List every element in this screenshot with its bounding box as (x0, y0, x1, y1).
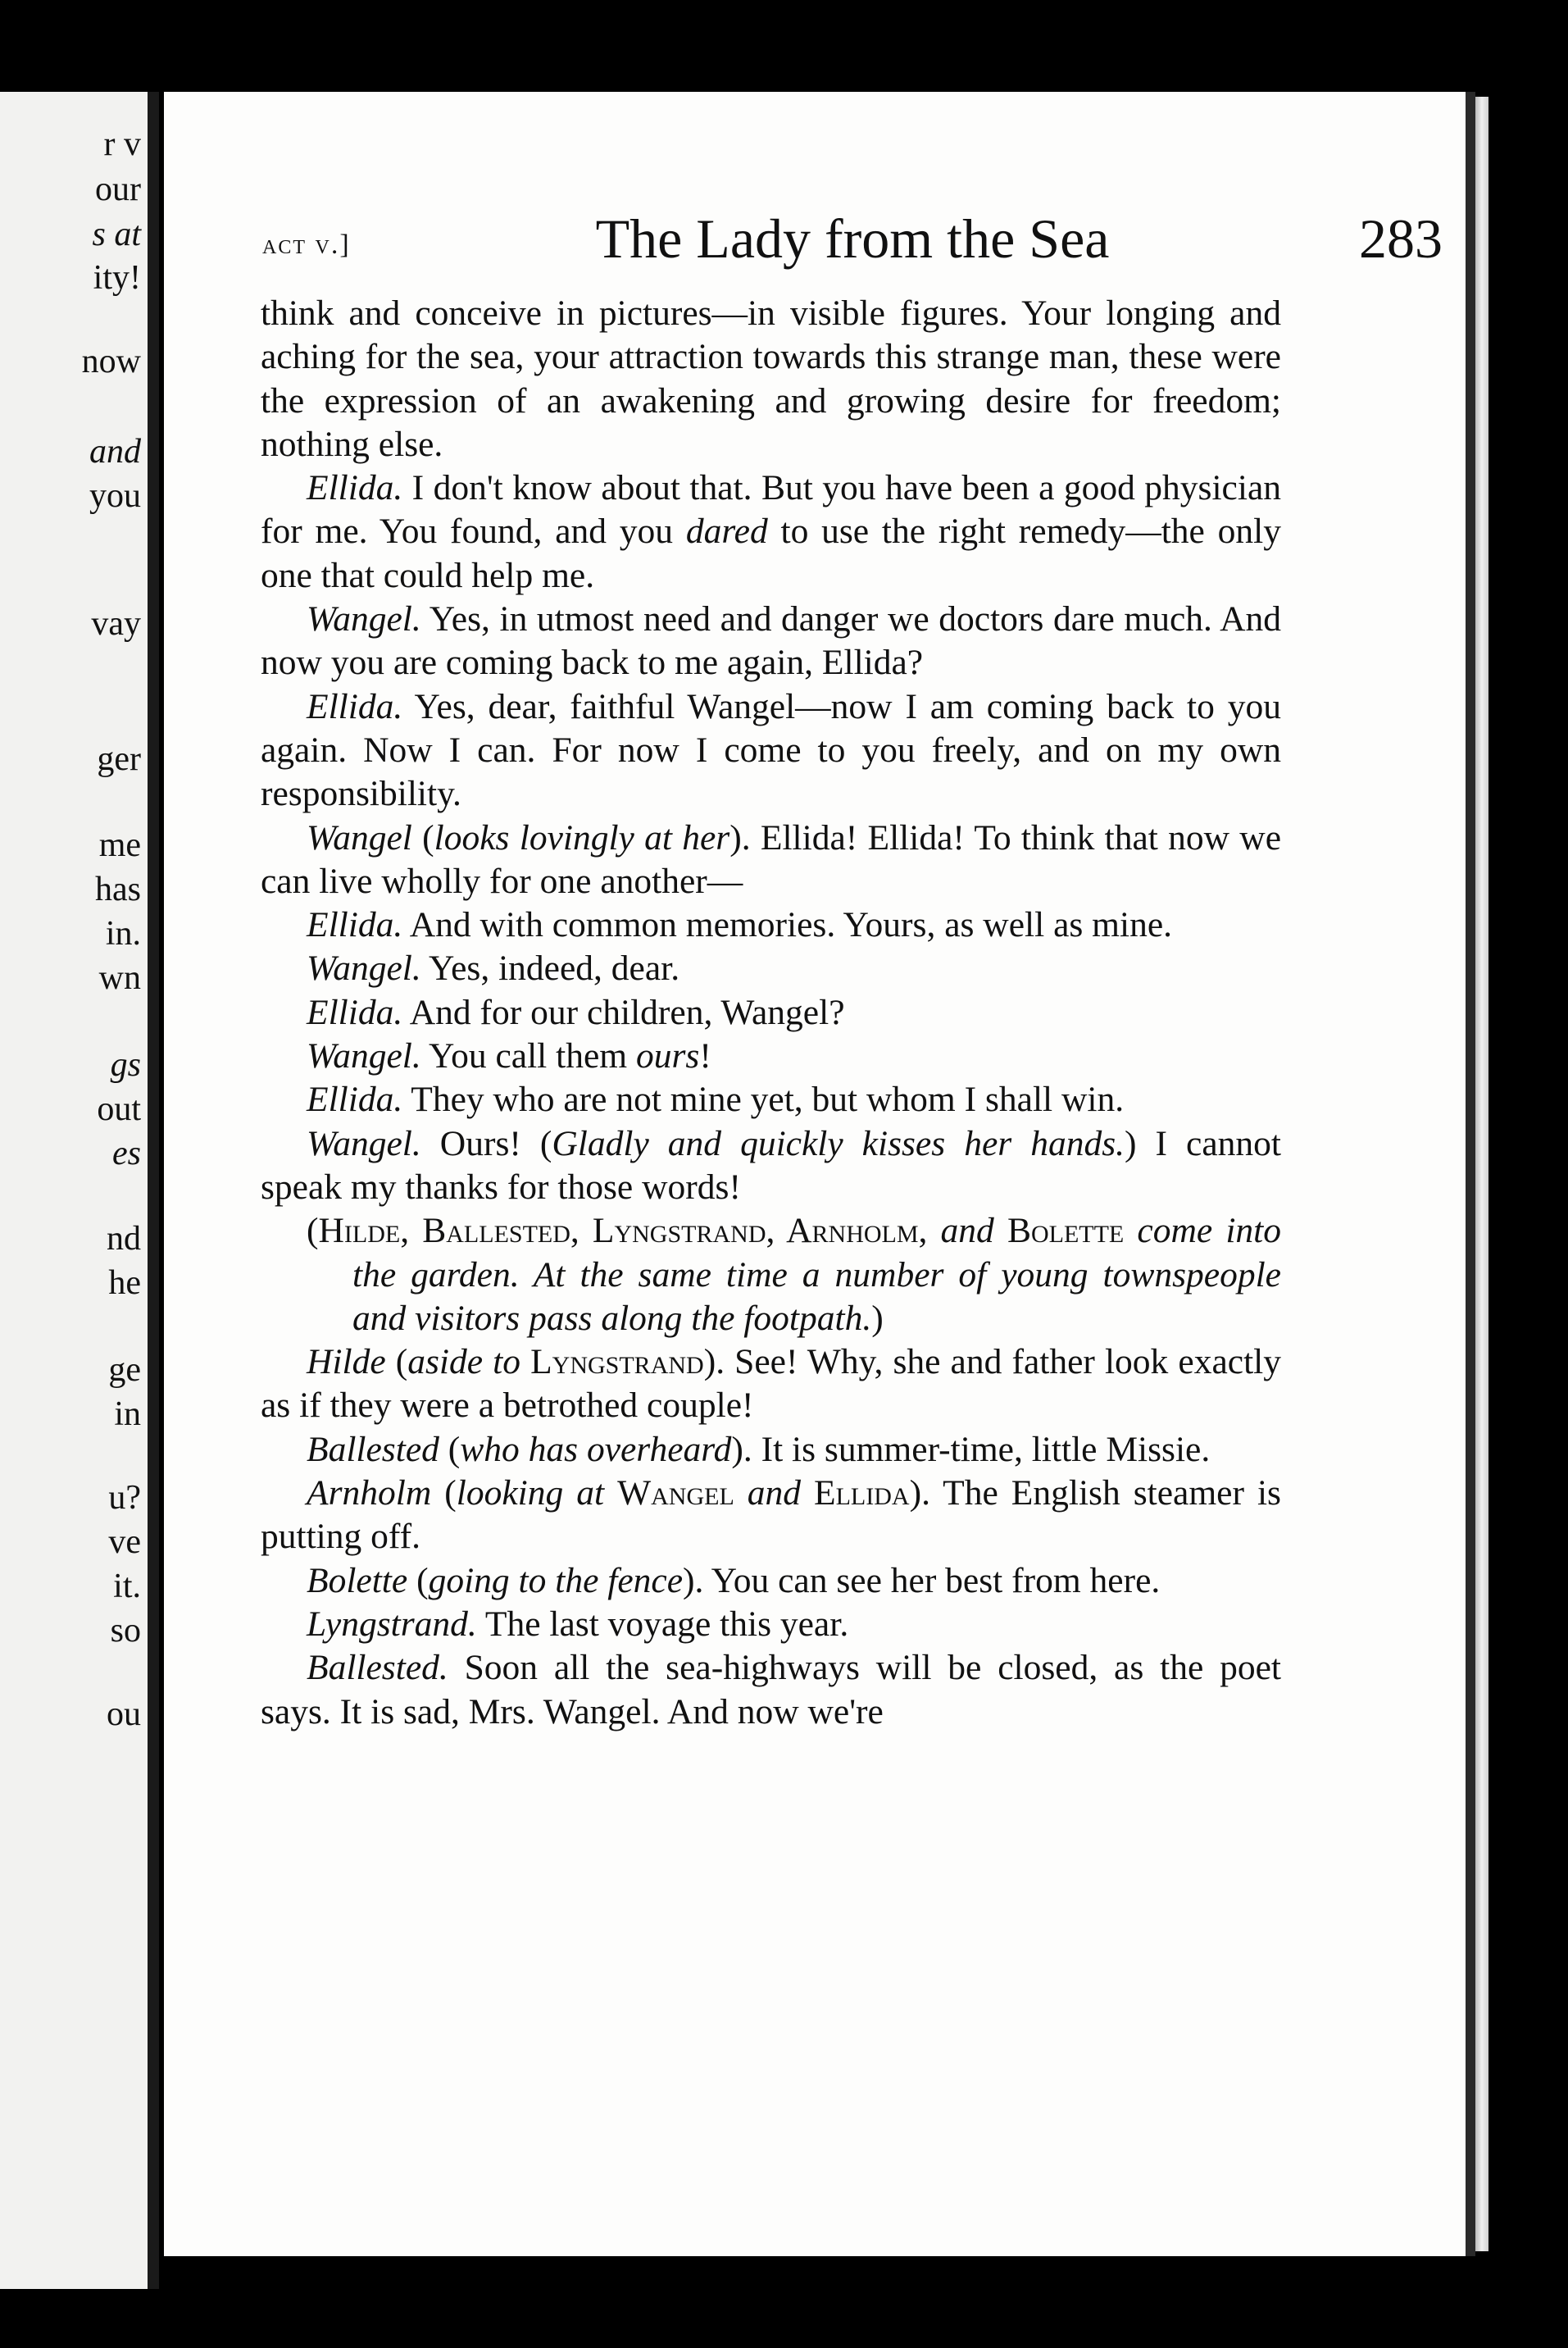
speaker: Arnholm (307, 1473, 432, 1513)
speaker: Ballested (307, 1429, 439, 1469)
left-page-fragment: vay (91, 605, 141, 643)
left-page-fragment: gs (110, 1046, 141, 1084)
speech: Wangel. Ours! (Gladly and quickly kisses her hands.) I cannot speak my thanks for those words! (261, 1123, 1281, 1207)
act-label: act v.] (262, 230, 351, 260)
left-page-fragment: u? (108, 1479, 141, 1517)
left-page-fragment: me (98, 826, 141, 864)
speaker: Wangel. (307, 1123, 421, 1163)
speaker: Ellida. (307, 905, 403, 945)
page-body (261, 292, 1281, 1734)
speaker: Bolette (307, 1560, 408, 1600)
speech: Arnholm (looking at Wangel and Ellida). The English steamer is putting off. (261, 1473, 1281, 1557)
speech: Lyngstrand. The last voyage this year. (307, 1604, 849, 1644)
left-page-fragment: s at (92, 216, 141, 253)
speech: Ballested. Soon all the sea-highways will be closed, as the poet says. It is sad, Mrs. Wangel. And now we're (261, 1648, 1281, 1731)
speech: Wangel. You call them ours! (307, 1036, 711, 1076)
left-facing-page (0, 92, 159, 2289)
running-header (262, 207, 1443, 280)
speech: Ellida. And with common memories. Yours, as well as mine. (307, 905, 1173, 945)
page-title: The Lady from the Sea (595, 207, 1110, 270)
speech: Hilde (aside to Lyngstrand). See! Why, she and father look exactly as if they were a betrothed couple! (261, 1342, 1281, 1426)
stage-direction: looks lovingly at her (434, 817, 730, 858)
left-page-fragment: he (108, 1264, 141, 1302)
left-page-fragment: out (97, 1090, 141, 1128)
left-page-fragment: ity! (93, 259, 141, 297)
left-page-fragment: ve (108, 1523, 141, 1561)
left-page-fragment: in. (105, 915, 141, 953)
paragraph: think and conceive in pictures—in visible figures. Your longing and aching for the sea, your attraction towards this strange man, these were the expression of an awakening and growing desire for freedom; nothing else. (261, 294, 1281, 464)
book-page (164, 92, 1475, 2256)
speaker: Wangel. (307, 1036, 421, 1076)
speech: Ellida. They who are not mine yet, but whom I shall win. (307, 1080, 1125, 1120)
speech: Ellida. I don't know about that. But you have been a good physician for me. You found, and you dared to use the right remedy—the only one that could help me. (261, 468, 1281, 595)
speaker: Wangel (307, 817, 412, 858)
speaker: Ellida. (307, 468, 403, 508)
left-page-fragment: es (112, 1135, 141, 1172)
speaker: Hilde (307, 1342, 386, 1382)
speech: Ellida. And for our children, Wangel? (307, 992, 845, 1032)
left-page-fragment: and (89, 433, 141, 471)
left-page-fragment: in (114, 1395, 141, 1433)
speaker: Lyngstrand. (307, 1604, 477, 1644)
page-edge (1475, 97, 1488, 2251)
left-page-fragment: has (95, 871, 141, 908)
stage-direction-block: (Hilde, Ballested, Lyngstrand, Arnholm, and Bolette come into the garden. At the same time a number of young townspeople and visitors pass along the footpath.) (307, 1211, 1282, 1338)
left-page-fragment: our (95, 171, 141, 208)
left-page-fragment: ger (97, 740, 141, 778)
left-page-fragment: so (110, 1612, 141, 1650)
speaker: Ballested. (307, 1648, 448, 1688)
speech: Bolette (going to the fence). You can see her best from here. (307, 1560, 1161, 1600)
page-number: 283 (1359, 207, 1443, 270)
speech: Wangel (looks lovingly at her). Ellida! Ellida! To think that now we can live wholly for one another— (261, 817, 1282, 901)
speaker: Ellida. (307, 686, 403, 726)
left-page-fragment: nd (107, 1220, 141, 1258)
left-page-fragment: it. (113, 1568, 141, 1605)
speech: Wangel. Yes, indeed, dear. (307, 949, 680, 989)
speaker: Ellida. (307, 1080, 403, 1120)
speaker: Ellida. (307, 992, 403, 1032)
left-page-fragment: ge (108, 1351, 141, 1389)
speaker: Wangel. (307, 599, 421, 639)
speech: Ellida. Yes, dear, faithful Wangel—now I am coming back to you again. Now I can. For now I come to you freely, and on my own responsibility. (261, 686, 1281, 814)
left-page-fragment: ou (107, 1695, 141, 1733)
speech: Wangel. Yes, in utmost need and danger we doctors dare much. And now you are coming back to me again, Ellida? (261, 599, 1281, 683)
speech: Ballested (who has overheard). It is summer-time, little Missie. (307, 1429, 1211, 1469)
left-page-fragment: you (89, 477, 141, 515)
left-page-fragment: now (81, 343, 141, 380)
left-page-fragment: wn (98, 959, 141, 997)
speaker: Wangel. (307, 949, 421, 989)
left-page-fragment: r v (103, 125, 141, 163)
